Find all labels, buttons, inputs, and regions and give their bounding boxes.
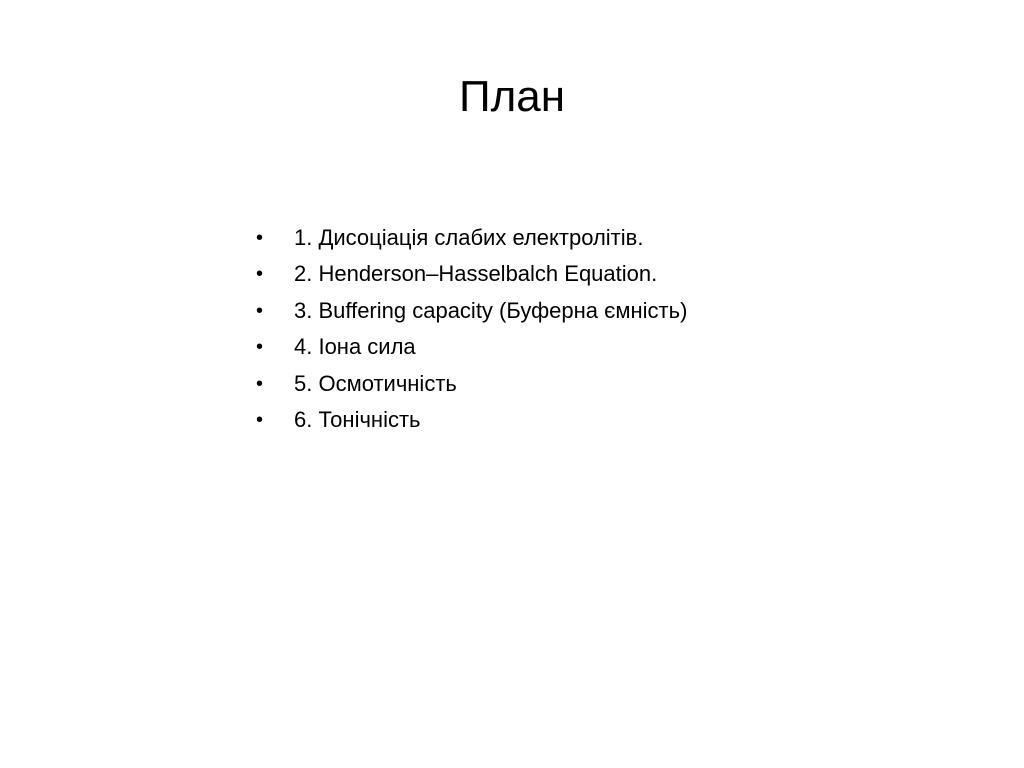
bullet-icon: • <box>256 372 264 395</box>
list-item-text: 1. Дисоціація слабих електролітів. <box>294 225 644 250</box>
bullet-icon: • <box>256 263 264 286</box>
slide-title: План <box>458 72 566 121</box>
bullet-icon: • <box>256 336 264 359</box>
bullet-icon: • <box>256 299 264 322</box>
list-item-text: 6. Тонічність <box>294 406 421 432</box>
list-item-text: 2. Henderson–Hasselbalch Equation. <box>294 261 658 287</box>
list-item-text: 3. Buffering capacity (Буферна ємність) <box>294 297 688 323</box>
list-item-text: 5. Осмотичність <box>294 370 457 396</box>
bullet-icon: • <box>256 408 264 431</box>
list-item-text: 4. Іона сила <box>294 334 416 360</box>
bullet-icon: • <box>256 227 264 249</box>
